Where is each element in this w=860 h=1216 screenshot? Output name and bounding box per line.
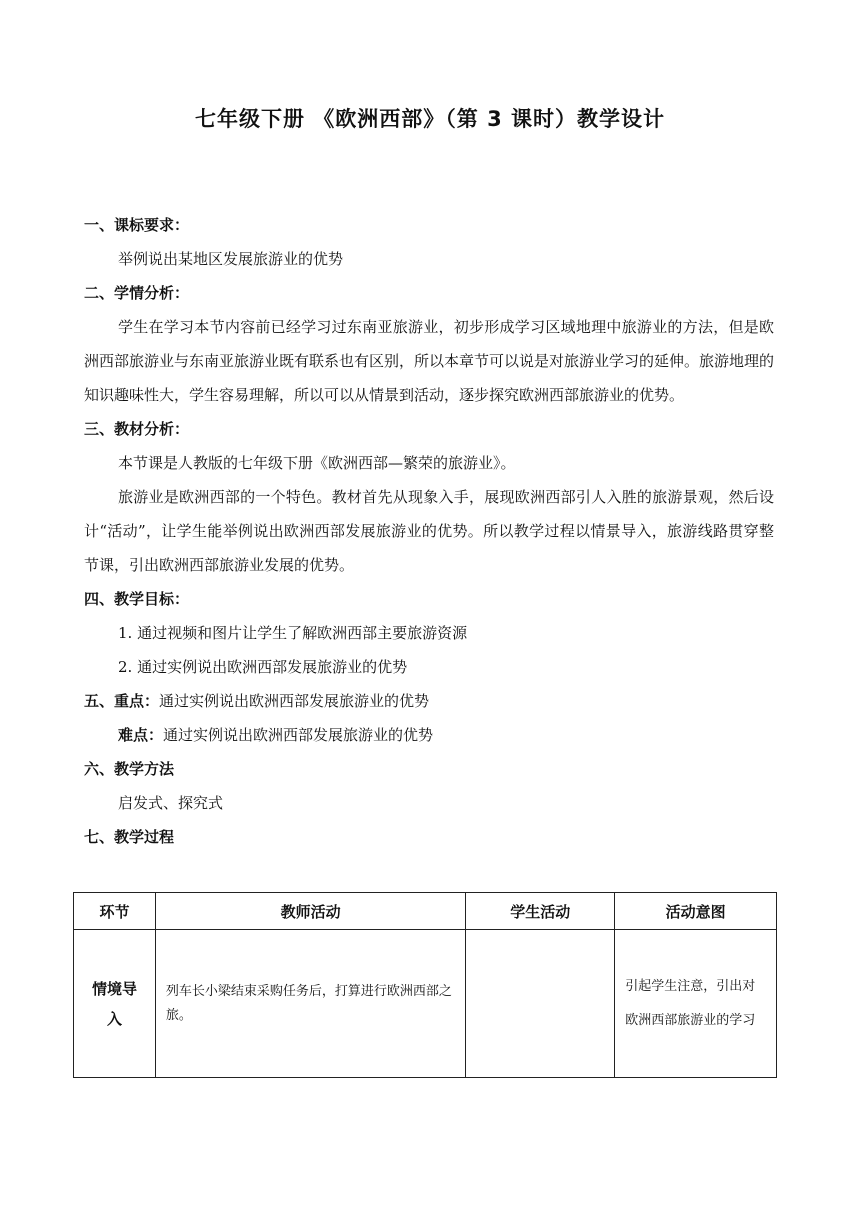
curriculum-text: 举例说出某地区发展旅游业的优势 [118,250,344,268]
teaching-process-table [73,892,777,1078]
section-heading-textbook: 三、教材分析： [84,420,190,438]
header-student-activity: 学生活动 [466,893,615,930]
intent-cell: 引起学生注意，引出对欧洲西部旅游业的学习 [615,930,777,1078]
document-title: 七年级下册 《欧洲西部》（第 3 课时）教学设计 [194,107,666,131]
table-row [74,930,777,1078]
header-stage: 环节 [74,893,156,930]
key-point-row [84,684,774,718]
document-body [84,208,774,854]
section-heading-learner: 二、学情分析： [84,284,190,302]
difficulty-row [84,718,774,752]
stage-cell [74,930,156,1078]
stage-text: 情境导入 [91,979,137,1028]
header-intent: 活动意图 [615,893,777,930]
textbook-analysis-p2: 旅游业是欧洲西部的一个特色。教材首先从现象入手，展现欧洲西部引人入胜的旅游景观，然后设计“活动”，让学生能举例说出欧洲西部发展旅游业的优势。所以教学过程以情景导入，旅游线路贯穿整节课，引出欧洲西部旅游业发展的优势。 [84,488,774,574]
section-heading-key: 五、重点： [84,692,160,710]
header-teacher-activity: 教师活动 [155,893,466,930]
table-header-row [74,893,777,930]
student-activity-cell [466,930,615,1078]
methods-text: 启发式、探究式 [118,794,224,812]
objective-item-1: 1. 通过视频和图片让学生了解欧洲西部主要旅游资源 [118,624,468,642]
difficulty-text: 通过实例说出欧洲西部发展旅游业的优势 [163,726,434,744]
difficulty-label: 难点： [118,726,164,744]
teacher-activity-cell: 列车长小梁结束采购任务后，打算进行欧洲西部之旅。 [155,930,466,1078]
objective-item-2: 2. 通过实例说出欧洲西部发展旅游业的优势 [118,658,408,676]
textbook-analysis-p1: 本节课是人教版的七年级下册《欧洲西部—繁荣的旅游业》。 [118,454,516,472]
section-heading-process: 七、教学过程 [84,828,175,846]
section-heading-objectives: 四、教学目标： [84,590,190,608]
section-heading-curriculum: 一、课标要求： [84,216,190,234]
section-heading-methods: 六、教学方法 [84,760,175,778]
key-point-text: 通过实例说出欧洲西部发展旅游业的优势 [159,692,430,710]
learner-analysis-text: 学生在学习本节内容前已经学习过东南亚旅游业，初步形成学习区域地理中旅游业的方法，但是欧洲西部旅游业与东南亚旅游业既有联系也有区别，所以本章节可以说是对旅游业学习的延伸。旅游地理的知识趣味性大，学生容易理解，所以可以从情景到活动，逐步探究欧洲西部旅游业的优势。 [84,318,775,404]
